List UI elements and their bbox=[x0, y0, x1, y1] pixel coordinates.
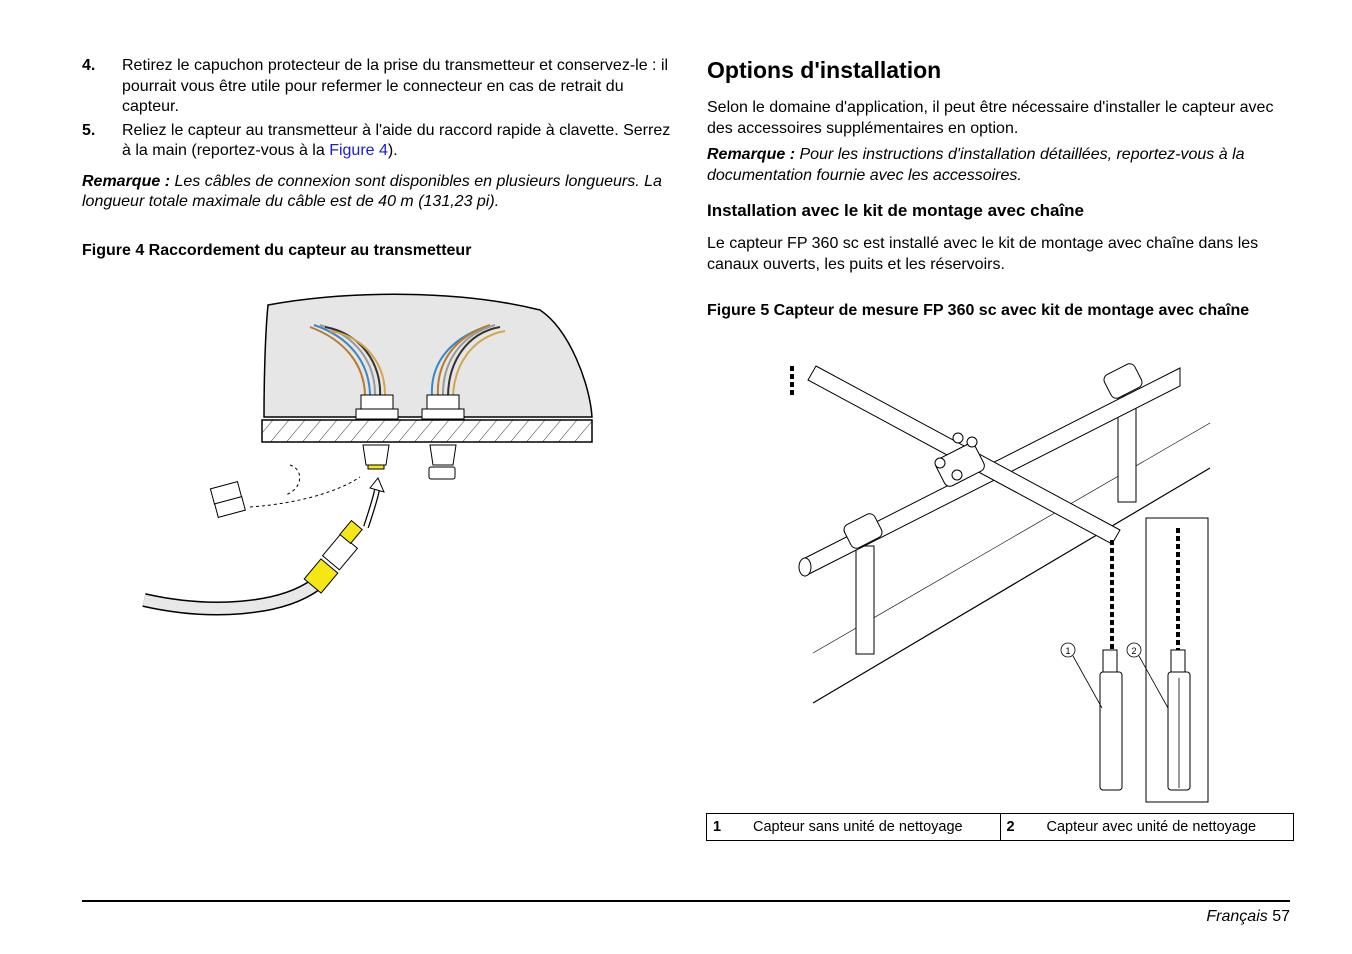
connector-socket-open bbox=[363, 445, 389, 469]
dotted-loop bbox=[285, 465, 300, 495]
step-text bbox=[122, 121, 672, 162]
step-text: Retirez le capuchon protecteur de la prise du transmetteur et conservez-le : il pourrait vous être utile pour refermer le connecteur en cas de retrait du capteur. bbox=[122, 57, 669, 115]
subheading: Installation avec le kit de montage avec chaîne bbox=[707, 201, 1084, 220]
legend-label-2: Capteur avec unité de nettoyage bbox=[1041, 814, 1294, 841]
footer-rule bbox=[82, 900, 1290, 902]
figure-4-illustration bbox=[130, 285, 610, 635]
note bbox=[82, 172, 672, 213]
cable-gland-left bbox=[356, 395, 398, 419]
step-number: 4. bbox=[82, 57, 96, 74]
connector-socket-capped bbox=[429, 445, 456, 479]
figure-4-caption: Figure 4 Raccordement du capteur au transmetteur bbox=[82, 241, 472, 259]
figure-5-legend bbox=[706, 813, 1294, 841]
insertion-arrow bbox=[366, 478, 384, 527]
figure-4-link[interactable]: Figure 4 bbox=[329, 142, 388, 159]
figure-5-caption: Figure 5 Capteur de mesure FP 360 sc avec kit de montage avec chaîne bbox=[707, 302, 1250, 319]
figure-5-illustration bbox=[780, 358, 1220, 808]
callout-1 bbox=[1061, 643, 1102, 708]
step-text-after: ). bbox=[387, 142, 398, 159]
note-label: Remarque : bbox=[707, 146, 796, 163]
right-column bbox=[707, 56, 1297, 321]
section-heading: Options d'installation bbox=[707, 57, 942, 83]
page-footer bbox=[1206, 908, 1290, 926]
protective-cap bbox=[210, 482, 245, 518]
sensor-1 bbox=[1100, 650, 1122, 790]
hatched-panel bbox=[262, 420, 592, 442]
detail-box bbox=[1146, 518, 1208, 802]
step-text-before: Reliez le capteur au transmetteur à l'aide du raccord rapide à clavette. Serrez à la main (reportez-vous à la bbox=[122, 121, 671, 159]
footer-language: Français bbox=[1206, 908, 1268, 925]
step-4 bbox=[82, 56, 672, 118]
cable-gland-right bbox=[422, 395, 464, 419]
legend-num-1: 1 bbox=[707, 814, 748, 841]
callout-2-label: 2 bbox=[1131, 646, 1137, 656]
note bbox=[707, 145, 1297, 186]
callout-1-label: 1 bbox=[1065, 646, 1071, 656]
note-label: Remarque : bbox=[82, 172, 171, 190]
page-number: 57 bbox=[1272, 908, 1290, 925]
step-5 bbox=[82, 121, 672, 162]
sub-paragraph: Le capteur FP 360 sc est installé avec le kit de montage avec chaîne dans les canaux ouverts, les puits et les réservoirs. bbox=[707, 235, 1259, 273]
step-number: 5. bbox=[82, 121, 96, 139]
legend-num-2: 2 bbox=[1000, 814, 1041, 841]
dotted-path bbox=[250, 477, 360, 507]
note-text: Les câbles de connexion sont disponibles en plusieurs longueurs. La longueur totale maximale du câble est de 40 m (131,23 pi). bbox=[82, 172, 662, 210]
note-text: Pour les instructions d'installation détaillées, reportez-vous à la documentation fournie avec les accessoires. bbox=[707, 146, 1245, 184]
sensor-cable-connector bbox=[144, 521, 362, 609]
left-column bbox=[82, 56, 672, 261]
intro-paragraph: Selon le domaine d'application, il peut être nécessaire d'installer le capteur avec des accessoires supplémentaires en option. bbox=[707, 99, 1274, 137]
legend-label-1: Capteur sans unité de nettoyage bbox=[747, 814, 1000, 841]
